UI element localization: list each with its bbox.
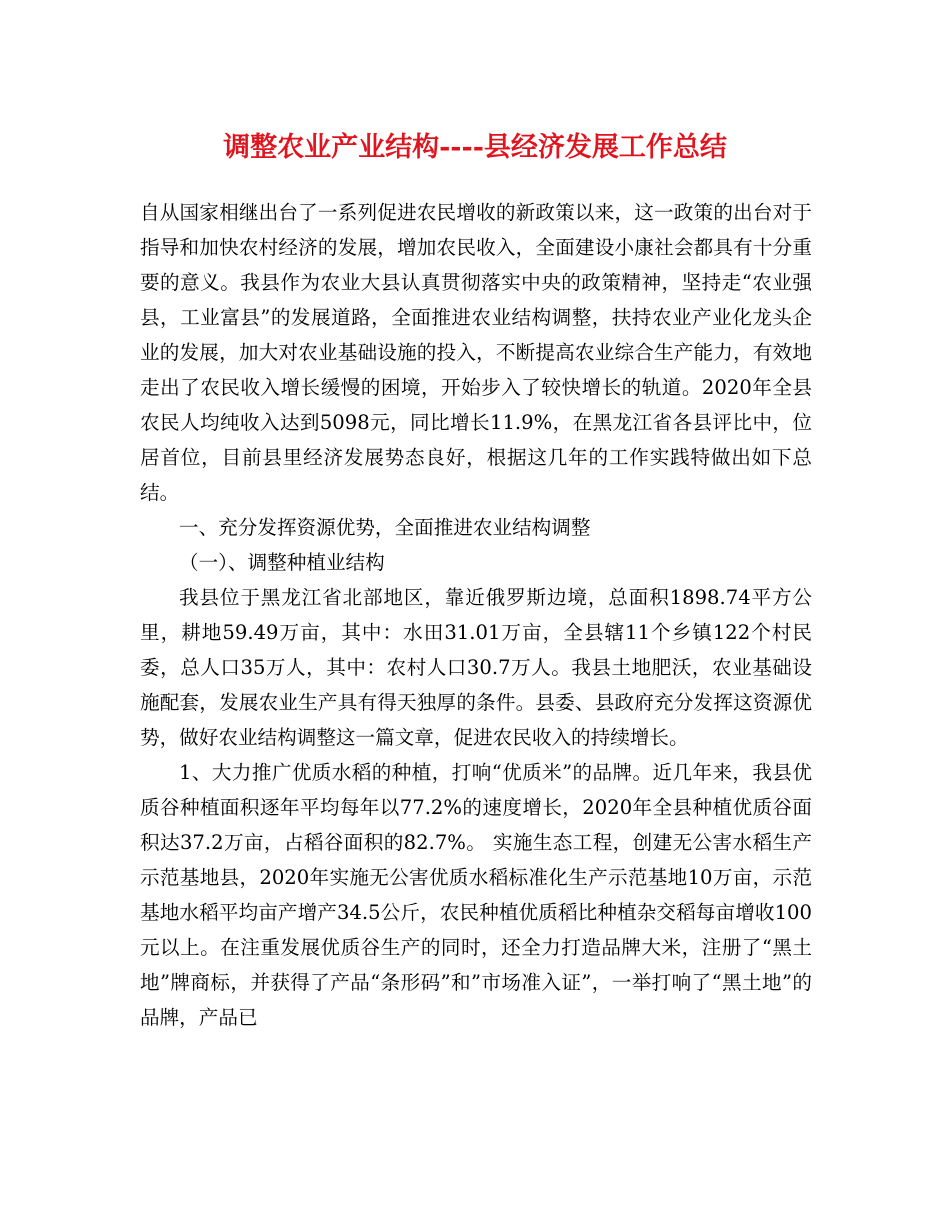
paragraph-rice-promotion: 1、大力推广优质水稻的种植，打响“优质米”的品牌。近几年来，我县优质谷种植面积逐年平均每年以77.2%的速度增长，2020年全县种植优质谷面积达37.2万亩，占稻谷面积的82.7%。 实施生态工程，创建无公害水稻生产示范基地县，2020年实施无公害优质水稻标准化生产示范基地10万亩，示范基地水稻平均亩产增产34.5公斤，农民种植优质稻比种植杂交稻每亩增收100元以上。在注重发展优质谷生产的同时，还全力打造品牌大米，注册了“黑土地”牌商标，并获得了产品“条形码”和”市场准入证”，一举打响了“黑土地”的品牌，产品已: [140, 761, 812, 1029]
subsection-heading-1: （一）、调整种植业结构: [179, 551, 385, 574]
section-heading-1: 一、充分发挥资源优势，全面推进农业结构调整: [179, 516, 591, 539]
paragraph-intro: 自从国家相继出台了一系列促进农民增收的新政策以来，这一政策的出台对于指导和加快农村经济的发展，增加农民收入，全面建设小康社会都具有十分重要的意义。我县作为农业大县认真贯彻落实中央的政策精神，坚持走“农业强县，工业富县”的发展道路，全面推进农业结构调整，扶持农业产业化龙头企业的发展，加大对农业基础设施的投入，不断提高农业综合生产能力，有效地走出了农民收入增长缓慢的困境，开始步入了较快增长的轨道。2020年全县农民人均纯收入达到5098元，同比增长11.9%，在黑龙江省各县评比中，位居首位，目前县里经济发展势态良好，根据这几年的工作实践特做出如下总结。: [140, 201, 812, 504]
paragraph-county-overview: 我县位于黑龙江省北部地区，靠近俄罗斯边境，总面积1898.74平方公里，耕地59.49万亩，其中：水田31.01万亩，全县辖11个乡镇122个村民委，总人口35万人，其中：农村人口30.7万人。我县土地肥沃，农业基础设施配套，发展农业生产具有得天独厚的条件。县委、县政府充分发挥这资源优势，做好农业结构调整这一篇文章，促进农民收入的持续增长。: [140, 586, 812, 749]
document-body: [140, 195, 812, 1035]
document-title: 调整农业产业结构----县经济发展工作总结: [223, 132, 727, 163]
